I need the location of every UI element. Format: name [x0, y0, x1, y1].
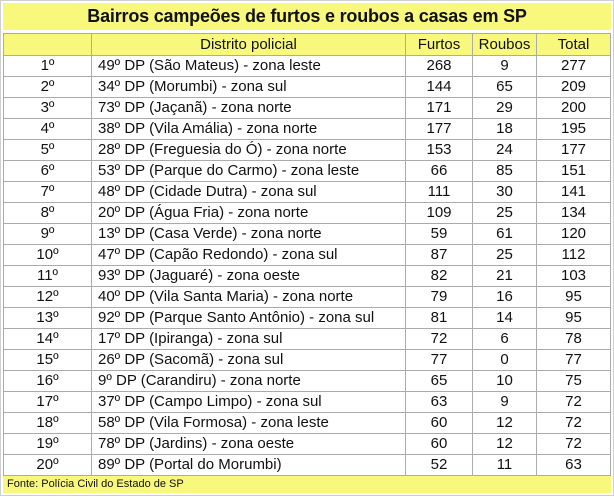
cell-district: 49º DP (São Mateus) - zona leste: [92, 56, 405, 76]
cell-district: 53º DP (Parque do Carmo) - zona leste: [92, 161, 405, 181]
cell-roubos: 85: [473, 161, 536, 181]
cell-roubos: 24: [473, 140, 536, 160]
table-row: [4, 329, 610, 349]
cell-rank: 17º: [4, 392, 91, 412]
header-furtos: Furtos: [406, 34, 472, 55]
cell-furtos: 65: [406, 371, 472, 391]
cell-total: 120: [537, 224, 610, 244]
page-title: Bairros campeões de furtos e roubos a casas em SP: [3, 3, 611, 30]
cell-rank: 8º: [4, 203, 91, 223]
cell-roubos: 65: [473, 77, 536, 97]
cell-roubos: 21: [473, 266, 536, 286]
table-row: [4, 56, 610, 76]
source-note: Fonte: Polícia Civil do Estado de SP: [3, 476, 611, 493]
cell-rank: 6º: [4, 161, 91, 181]
cell-roubos: 25: [473, 203, 536, 223]
cell-furtos: 109: [406, 203, 472, 223]
table-row: [4, 455, 610, 475]
cell-district: 37º DP (Campo Limpo) - zona sul: [92, 392, 405, 412]
cell-roubos: 12: [473, 434, 536, 454]
districts-table: [3, 33, 611, 476]
cell-total: 77: [537, 350, 610, 370]
cell-roubos: 14: [473, 308, 536, 328]
cell-furtos: 153: [406, 140, 472, 160]
cell-total: 63: [537, 455, 610, 475]
cell-district: 38º DP (Vila Amália) - zona norte: [92, 119, 405, 139]
cell-roubos: 18: [473, 119, 536, 139]
cell-furtos: 66: [406, 161, 472, 181]
cell-total: 103: [537, 266, 610, 286]
cell-district: 58º DP (Vila Formosa) - zona leste: [92, 413, 405, 433]
cell-total: 134: [537, 203, 610, 223]
cell-total: 112: [537, 245, 610, 265]
cell-total: 195: [537, 119, 610, 139]
cell-district: 73º DP (Jaçanã) - zona norte: [92, 98, 405, 118]
cell-furtos: 144: [406, 77, 472, 97]
cell-district: 13º DP (Casa Verde) - zona norte: [92, 224, 405, 244]
cell-furtos: 79: [406, 287, 472, 307]
cell-total: 151: [537, 161, 610, 181]
cell-furtos: 77: [406, 350, 472, 370]
header-rank: [4, 34, 91, 55]
cell-total: 200: [537, 98, 610, 118]
cell-furtos: 52: [406, 455, 472, 475]
cell-district: 40º DP (Vila Santa Maria) - zona norte: [92, 287, 405, 307]
table-row: [4, 161, 610, 181]
cell-roubos: 25: [473, 245, 536, 265]
cell-furtos: 60: [406, 434, 472, 454]
table-row: [4, 224, 610, 244]
cell-furtos: 87: [406, 245, 472, 265]
cell-rank: 18º: [4, 413, 91, 433]
table-row: [4, 77, 610, 97]
cell-district: 20º DP (Água Fria) - zona norte: [92, 203, 405, 223]
cell-roubos: 11: [473, 455, 536, 475]
header-total: Total: [537, 34, 610, 55]
cell-rank: 10º: [4, 245, 91, 265]
table-row: [4, 350, 610, 370]
table-row: [4, 413, 610, 433]
cell-total: 72: [537, 392, 610, 412]
cell-total: 277: [537, 56, 610, 76]
cell-total: 72: [537, 413, 610, 433]
cell-rank: 14º: [4, 329, 91, 349]
cell-roubos: 29: [473, 98, 536, 118]
cell-roubos: 30: [473, 182, 536, 202]
cell-total: 72: [537, 434, 610, 454]
cell-district: 78º DP (Jardins) - zona oeste: [92, 434, 405, 454]
cell-total: 78: [537, 329, 610, 349]
cell-rank: 15º: [4, 350, 91, 370]
cell-rank: 4º: [4, 119, 91, 139]
cell-furtos: 63: [406, 392, 472, 412]
cell-total: 141: [537, 182, 610, 202]
cell-rank: 13º: [4, 308, 91, 328]
cell-total: 75: [537, 371, 610, 391]
cell-rank: 7º: [4, 182, 91, 202]
cell-roubos: 61: [473, 224, 536, 244]
cell-district: 26º DP (Sacomã) - zona sul: [92, 350, 405, 370]
cell-district: 89º DP (Portal do Morumbi): [92, 455, 405, 475]
table-row: [4, 245, 610, 265]
cell-total: 209: [537, 77, 610, 97]
cell-rank: 9º: [4, 224, 91, 244]
cell-district: 9º DP (Carandiru) - zona norte: [92, 371, 405, 391]
cell-rank: 11º: [4, 266, 91, 286]
cell-roubos: 6: [473, 329, 536, 349]
cell-district: 92º DP (Parque Santo Antônio) - zona sul: [92, 308, 405, 328]
cell-furtos: 60: [406, 413, 472, 433]
cell-roubos: 9: [473, 56, 536, 76]
cell-rank: 2º: [4, 77, 91, 97]
cell-furtos: 111: [406, 182, 472, 202]
cell-total: 95: [537, 287, 610, 307]
cell-roubos: 12: [473, 413, 536, 433]
header-roubos: Roubos: [473, 34, 536, 55]
cell-furtos: 171: [406, 98, 472, 118]
cell-furtos: 81: [406, 308, 472, 328]
cell-furtos: 268: [406, 56, 472, 76]
cell-rank: 5º: [4, 140, 91, 160]
table-row: [4, 371, 610, 391]
table-row: [4, 203, 610, 223]
cell-total: 177: [537, 140, 610, 160]
table-row: [4, 119, 610, 139]
table-row: [4, 287, 610, 307]
table-row: [4, 182, 610, 202]
cell-roubos: 9: [473, 392, 536, 412]
cell-rank: 16º: [4, 371, 91, 391]
cell-district: 28º DP (Freguesia do Ó) - zona norte: [92, 140, 405, 160]
cell-rank: 3º: [4, 98, 91, 118]
cell-rank: 12º: [4, 287, 91, 307]
header-district: Distrito policial: [92, 34, 405, 55]
table-header-row: [4, 34, 610, 55]
cell-district: 47º DP (Capão Redondo) - zona sul: [92, 245, 405, 265]
cell-roubos: 0: [473, 350, 536, 370]
cell-furtos: 59: [406, 224, 472, 244]
table-row: [4, 98, 610, 118]
table-row: [4, 392, 610, 412]
cell-district: 34º DP (Morumbi) - zona sul: [92, 77, 405, 97]
cell-furtos: 72: [406, 329, 472, 349]
table-row: [4, 140, 610, 160]
table-row: [4, 266, 610, 286]
cell-rank: 19º: [4, 434, 91, 454]
cell-rank: 1º: [4, 56, 91, 76]
cell-furtos: 82: [406, 266, 472, 286]
cell-district: 93º DP (Jaguaré) - zona oeste: [92, 266, 405, 286]
cell-total: 95: [537, 308, 610, 328]
cell-roubos: 10: [473, 371, 536, 391]
cell-district: 48º DP (Cidade Dutra) - zona sul: [92, 182, 405, 202]
cell-rank: 20º: [4, 455, 91, 475]
table-row: [4, 308, 610, 328]
cell-roubos: 16: [473, 287, 536, 307]
cell-district: 17º DP (Ipiranga) - zona sul: [92, 329, 405, 349]
cell-furtos: 177: [406, 119, 472, 139]
table-row: [4, 434, 610, 454]
